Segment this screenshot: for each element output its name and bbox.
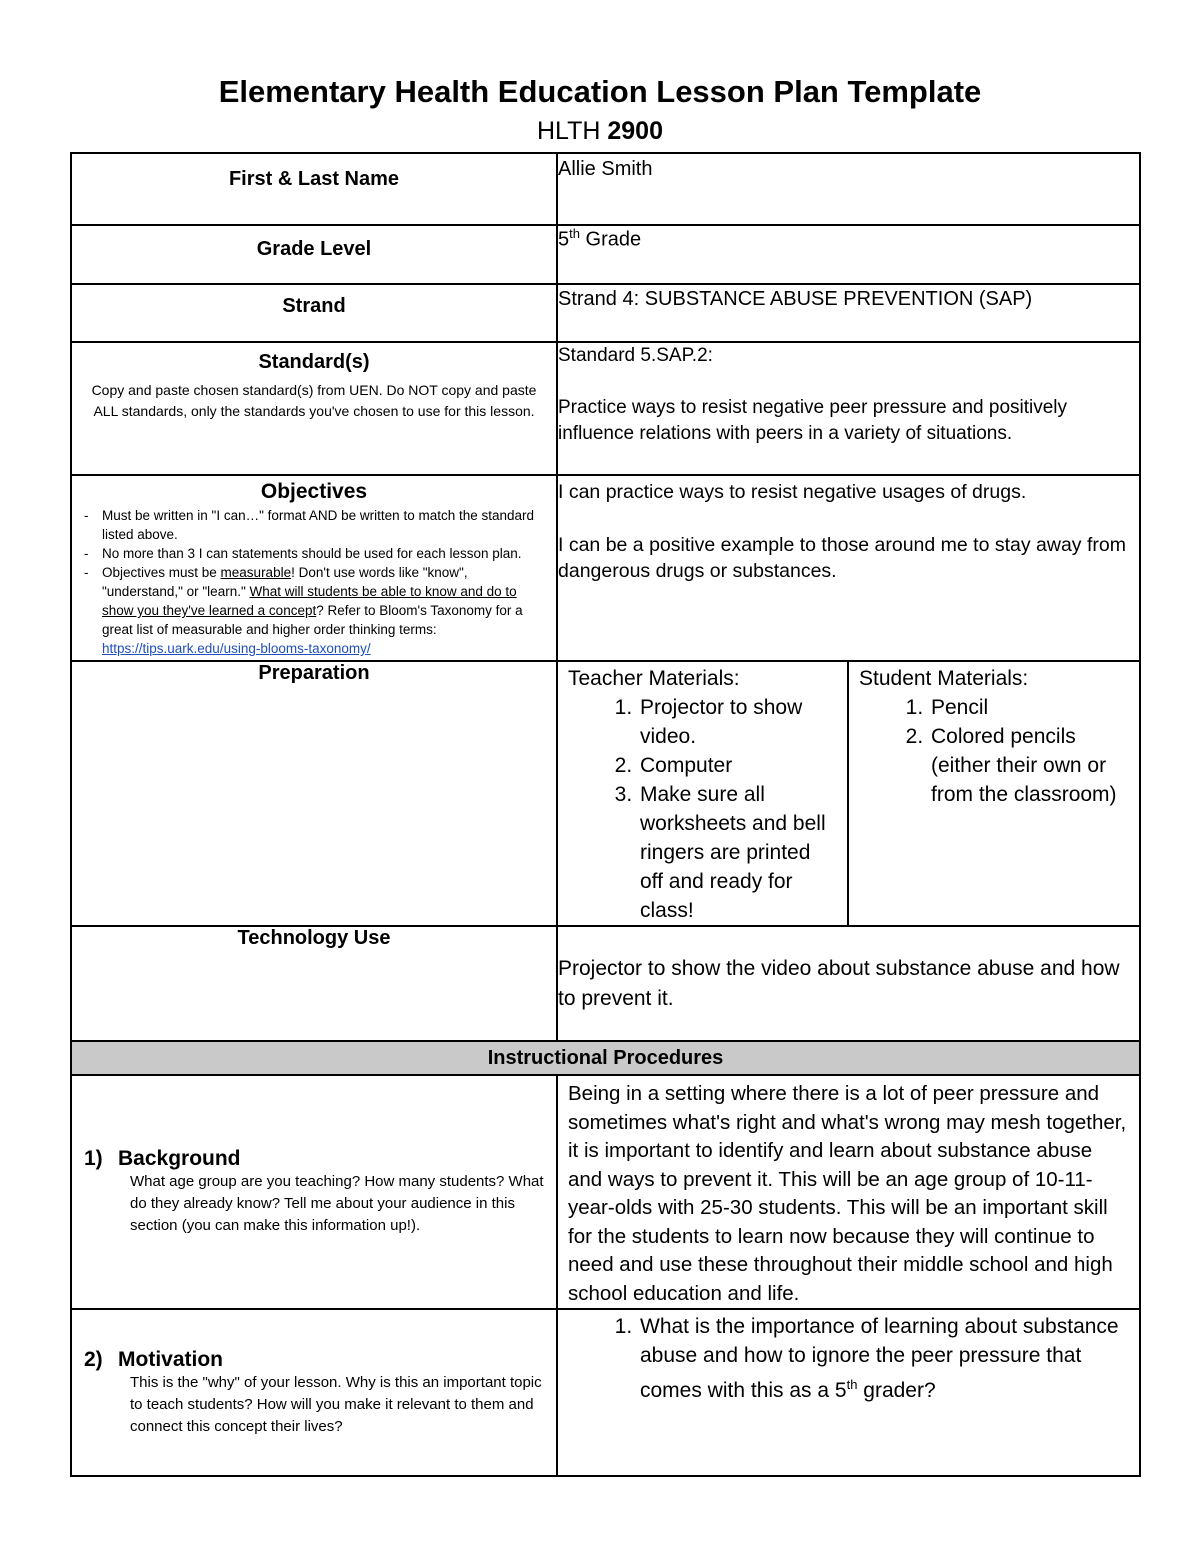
row-motivation — [71, 1309, 1140, 1476]
guideline-item: - No more than 3 I can statements should be used for each lesson plan. — [102, 544, 548, 563]
teacher-materials-heading: Teacher Materials: — [568, 667, 740, 690]
technology-value: Projector to show the video about substance abuse and how to prevent it. — [557, 926, 1140, 1041]
question-text: What is the importance of learning about substance abuse and how to ignore the peer pressure that comes with this as a 5 — [640, 1315, 1119, 1402]
standard-text: Practice ways to resist negative peer pressure and positively influence relations with peers in a variety of situations. — [558, 397, 1068, 444]
background-label-cell — [71, 1075, 557, 1309]
grade-value — [557, 225, 1140, 284]
objectives-label-cell — [71, 475, 557, 661]
standard-id: Standard 5.SAP.2: — [558, 345, 713, 366]
grade-rest: Grade — [579, 228, 642, 251]
guideline-text: ? Refer to Bloom's Taxonomy for a great list of measurable and higher order thinking terms: — [102, 603, 523, 637]
grade-label: Grade Level — [71, 225, 557, 284]
row-strand — [71, 284, 1140, 342]
guideline-text: ! Don't use words like "know", "understand," or "learn." — [102, 565, 468, 599]
course-number: 2900 — [607, 117, 663, 145]
student-materials — [848, 661, 1140, 926]
teacher-materials — [557, 661, 848, 926]
background-number: 1) — [84, 1147, 103, 1170]
procedures-heading: Instructional Procedures — [71, 1041, 1140, 1075]
motivation-description: This is the "why" of your lesson. Why is this an important topic to teach students? How will you make it relevant to them and connect this concept their lives? — [130, 1373, 542, 1435]
technology-label: Technology Use — [71, 926, 557, 1041]
row-grade — [71, 225, 1140, 284]
row-preparation — [71, 661, 1140, 926]
grade-suffix: th — [569, 226, 580, 241]
row-technology — [71, 926, 1140, 1041]
strand-value: Strand 4: SUBSTANCE ABUSE PREVENTION (SAP) — [557, 284, 1140, 342]
background-answer-cell — [557, 1075, 1140, 1309]
motivation-label-cell — [71, 1309, 557, 1476]
motivation-answer-cell — [557, 1309, 1140, 1476]
course-prefix: HLTH — [537, 117, 608, 145]
row-objectives — [71, 475, 1140, 661]
guideline-item: - Must be written in "I can…" format AND be written to match the standard listed above. — [102, 506, 548, 544]
student-material-item: 1. Pencil — [929, 693, 1131, 722]
teacher-material-item: 2. Computer — [638, 751, 839, 780]
objective-1: I can practice ways to resist negative usages of drugs. — [558, 481, 1027, 503]
motivation-number: 2) — [84, 1347, 103, 1371]
objectives-guidelines — [76, 506, 552, 658]
guideline-text: Objectives must be — [102, 565, 221, 580]
motivation-question — [638, 1312, 1129, 1405]
background-title: Background — [118, 1147, 241, 1170]
name-label: First & Last Name — [71, 153, 557, 225]
motivation-title: Motivation — [118, 1347, 223, 1371]
guideline-emphasis: measurable — [220, 565, 292, 580]
row-procedures-heading — [71, 1041, 1140, 1075]
name-value: Allie Smith — [557, 153, 1140, 225]
question-suffix: th — [846, 1377, 858, 1392]
row-background — [71, 1075, 1140, 1309]
lesson-plan-table — [70, 152, 1141, 1477]
motivation-questions — [558, 1312, 1139, 1405]
teacher-material-item: 1. Projector to show video. — [638, 693, 839, 751]
course-code — [0, 117, 1200, 146]
objectives-value — [557, 475, 1140, 661]
grade-number: 5 — [558, 228, 570, 251]
student-materials-list — [859, 693, 1131, 809]
teacher-materials-list — [568, 693, 839, 925]
standards-label-cell — [71, 342, 557, 475]
strand-label: Strand — [71, 284, 557, 342]
blooms-taxonomy-link[interactable]: https://tips.uark.edu/using-blooms-taxonomy/ — [102, 641, 371, 656]
preparation-label: Preparation — [71, 661, 557, 926]
standards-label: Standard(s) — [258, 351, 370, 373]
background-answer: Being in a setting where there is a lot of peer pressure and sometimes what's right and what's wrong may mesh together, it is important to identify and learn about substance abuse and ways to prevent it. This will be an age group of 10-11-year-olds with 25-30 students. This will be an important skill for the students to learn now because they will continue to need and use these throughout their middle school and high school education and life. — [568, 1082, 1127, 1305]
student-materials-heading: Student Materials: — [859, 667, 1029, 690]
guideline-item — [102, 563, 548, 658]
row-standards — [71, 342, 1140, 475]
objective-2: I can be a positive example to those around me to stay away from dangerous drugs or substances. — [558, 534, 1126, 582]
standards-instructions: Copy and paste chosen standard(s) from UEN. Do NOT copy and paste ALL standards, only the standards you've chosen to use for this lesson. — [91, 382, 537, 419]
standards-value — [557, 342, 1140, 475]
question-text-end: grader? — [857, 1379, 936, 1402]
row-name — [71, 153, 1140, 225]
guideline-emphasis: What will students be able to know and do to show you they've learned a concept — [102, 584, 517, 618]
page-title: Elementary Health Education Lesson Plan Template — [218, 74, 982, 109]
teacher-material-item: 3. Make sure all worksheets and bell ringers are printed off and ready for class! — [638, 780, 839, 925]
student-material-item: 2. Colored pencils (either their own or from the classroom) — [929, 722, 1131, 809]
background-description: What age group are you teaching? How many students? What do they already know? Tell me about your audience in this section (you can make this information up!). — [130, 1173, 544, 1234]
objectives-label: Objectives — [260, 480, 368, 503]
